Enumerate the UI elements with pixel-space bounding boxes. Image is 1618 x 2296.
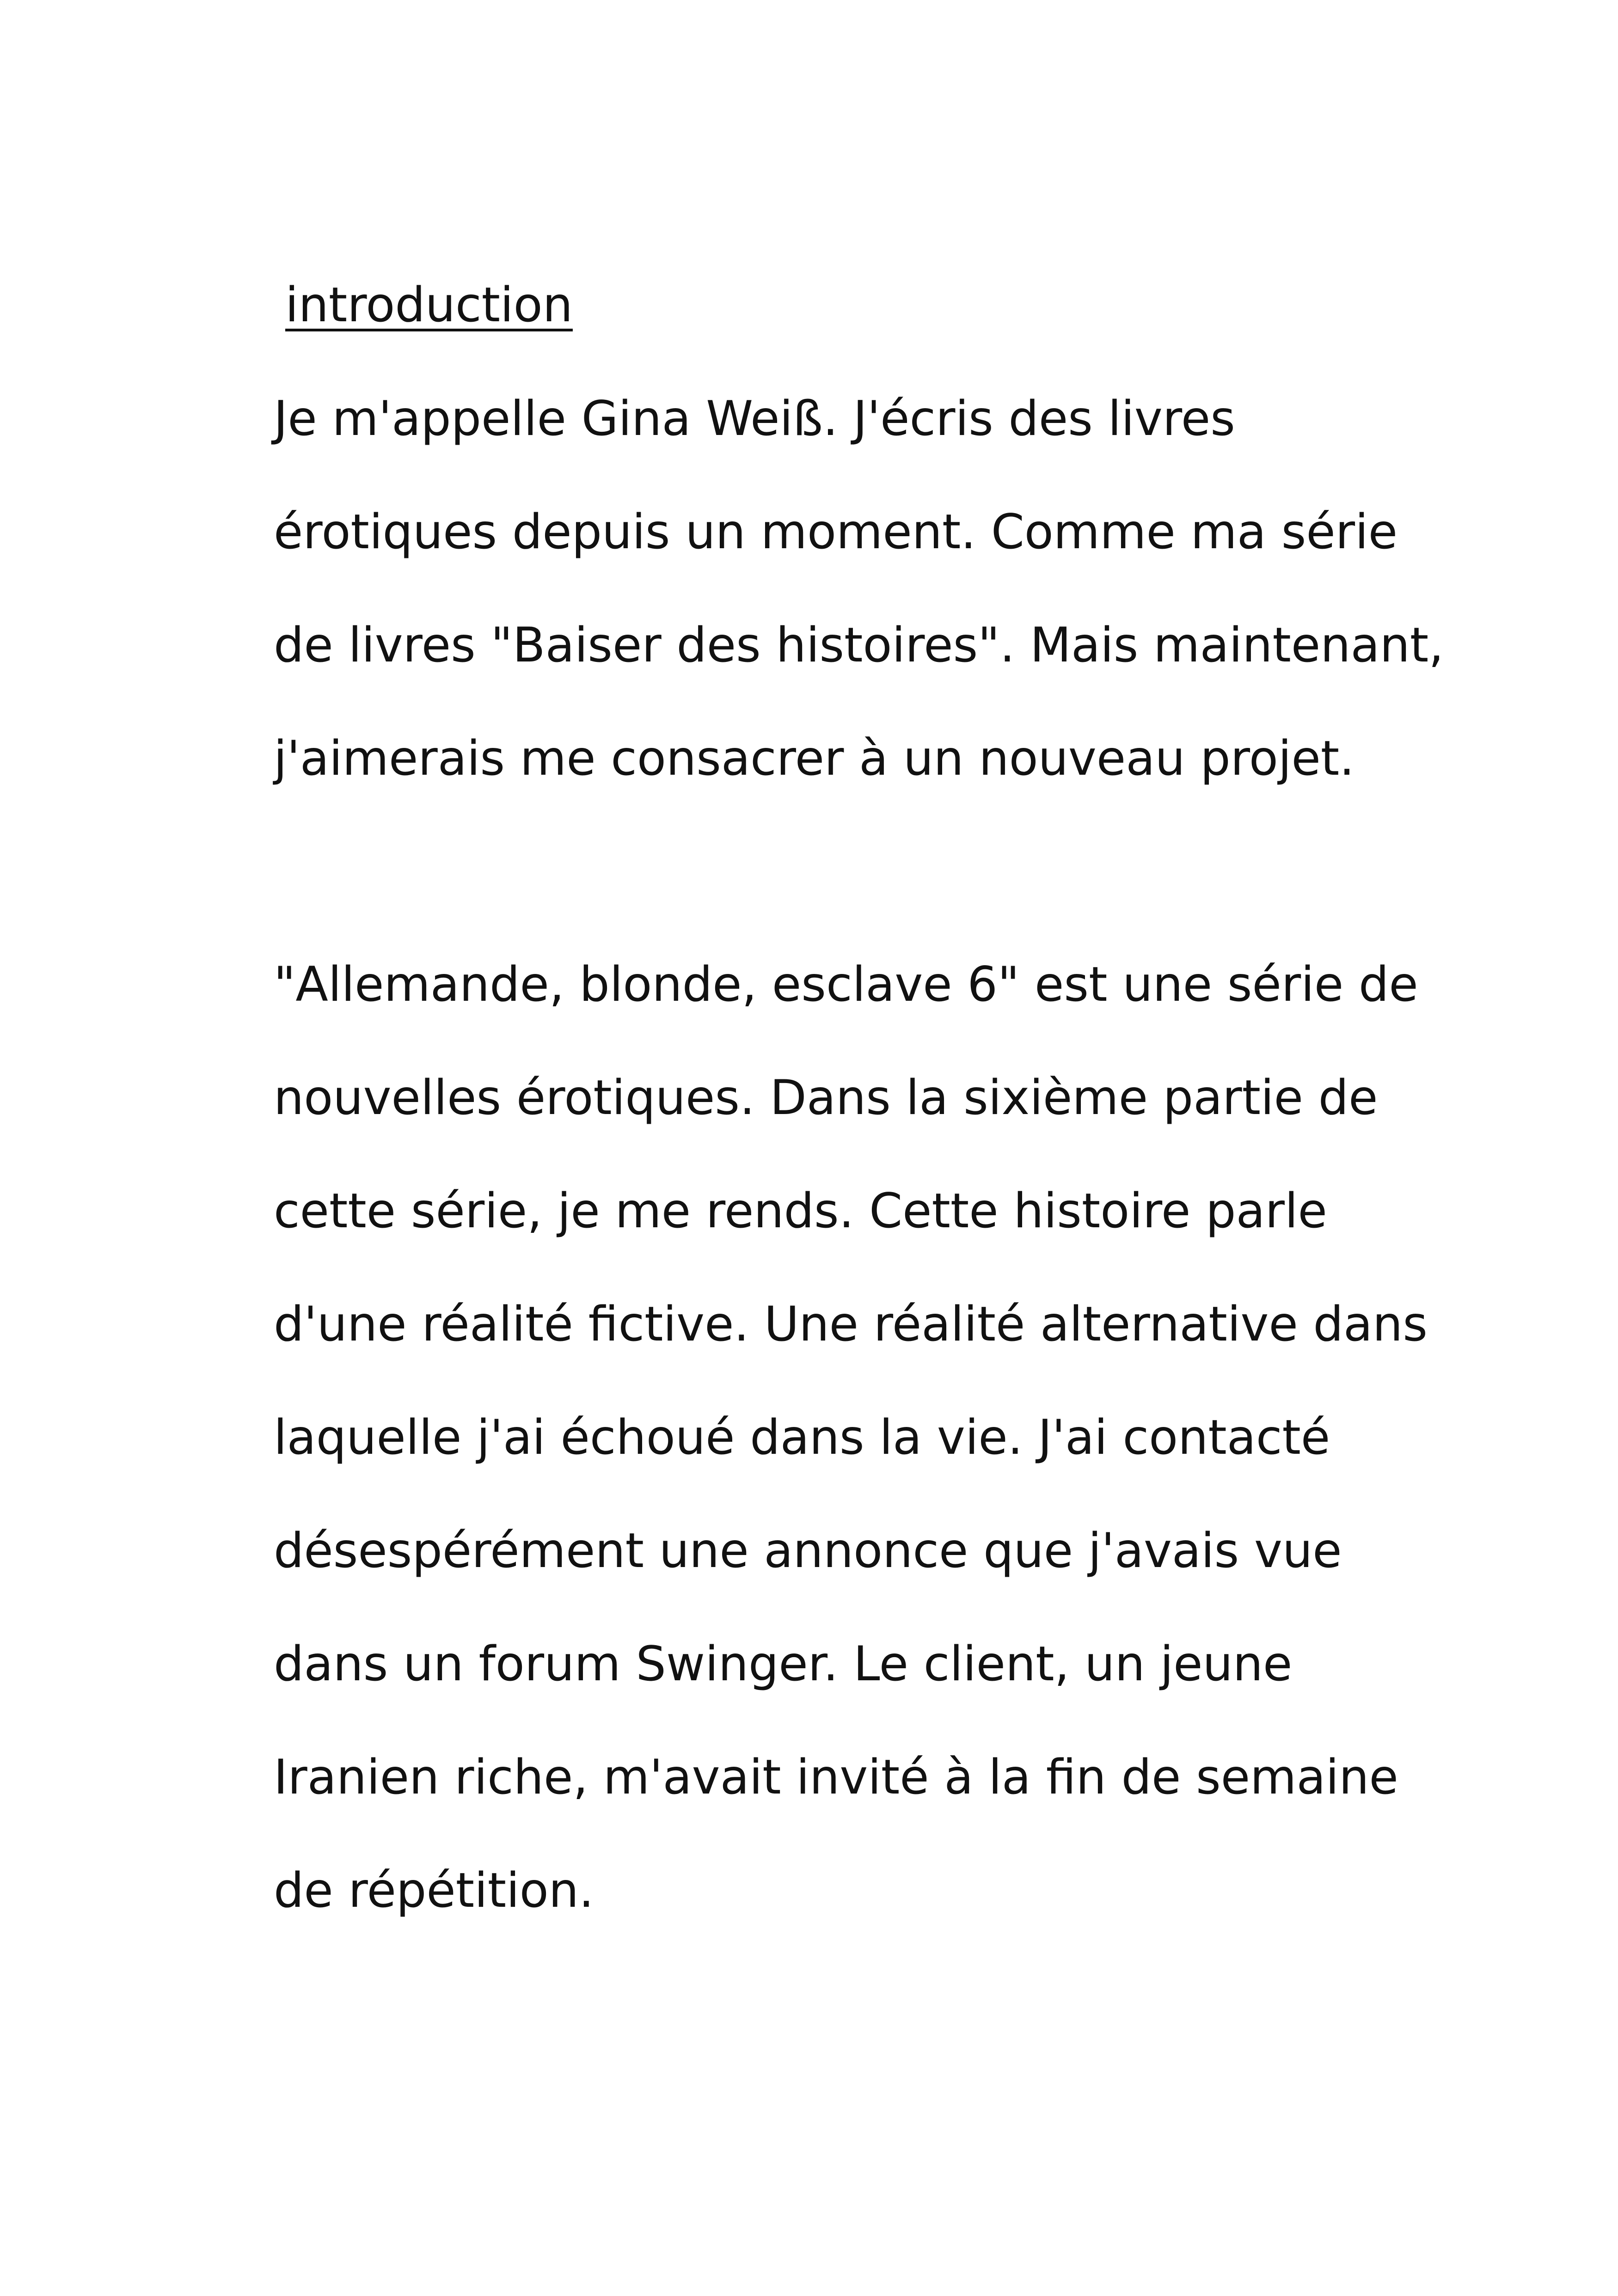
text-line: de répétition. (274, 1863, 594, 1918)
text-line: dans un forum Swinger. Le client, un jeune (274, 1636, 1293, 1692)
text-line: cette série, je me rends. Cette histoire parle (274, 1183, 1327, 1239)
text-line: "Allemande, blonde, esclave 6" est une série de (274, 957, 1418, 1012)
text-line: Iranien riche, m'avait invité à la fin de semaine (274, 1750, 1398, 1805)
text-line: nouvelles érotiques. Dans la sixième partie de (274, 1070, 1378, 1126)
text-line: laquelle j'ai échoué dans la vie. J'ai contacté (274, 1410, 1330, 1465)
text-line: j'aimerais me consacrer à un nouveau projet. (274, 731, 1354, 786)
section-heading: introduction (285, 277, 573, 333)
text-line: Je m'appelle Gina Weiß. J'écris des livres (274, 391, 1235, 447)
text-line: désespérément une annonce que j'avais vue (274, 1523, 1342, 1579)
text-line: érotiques depuis un moment. Comme ma série (274, 504, 1398, 560)
text-line: d'une réalité fictive. Une réalité alternative dans (274, 1297, 1428, 1352)
text-line: de livres "Baiser des histoires". Mais maintenant, (274, 618, 1444, 673)
